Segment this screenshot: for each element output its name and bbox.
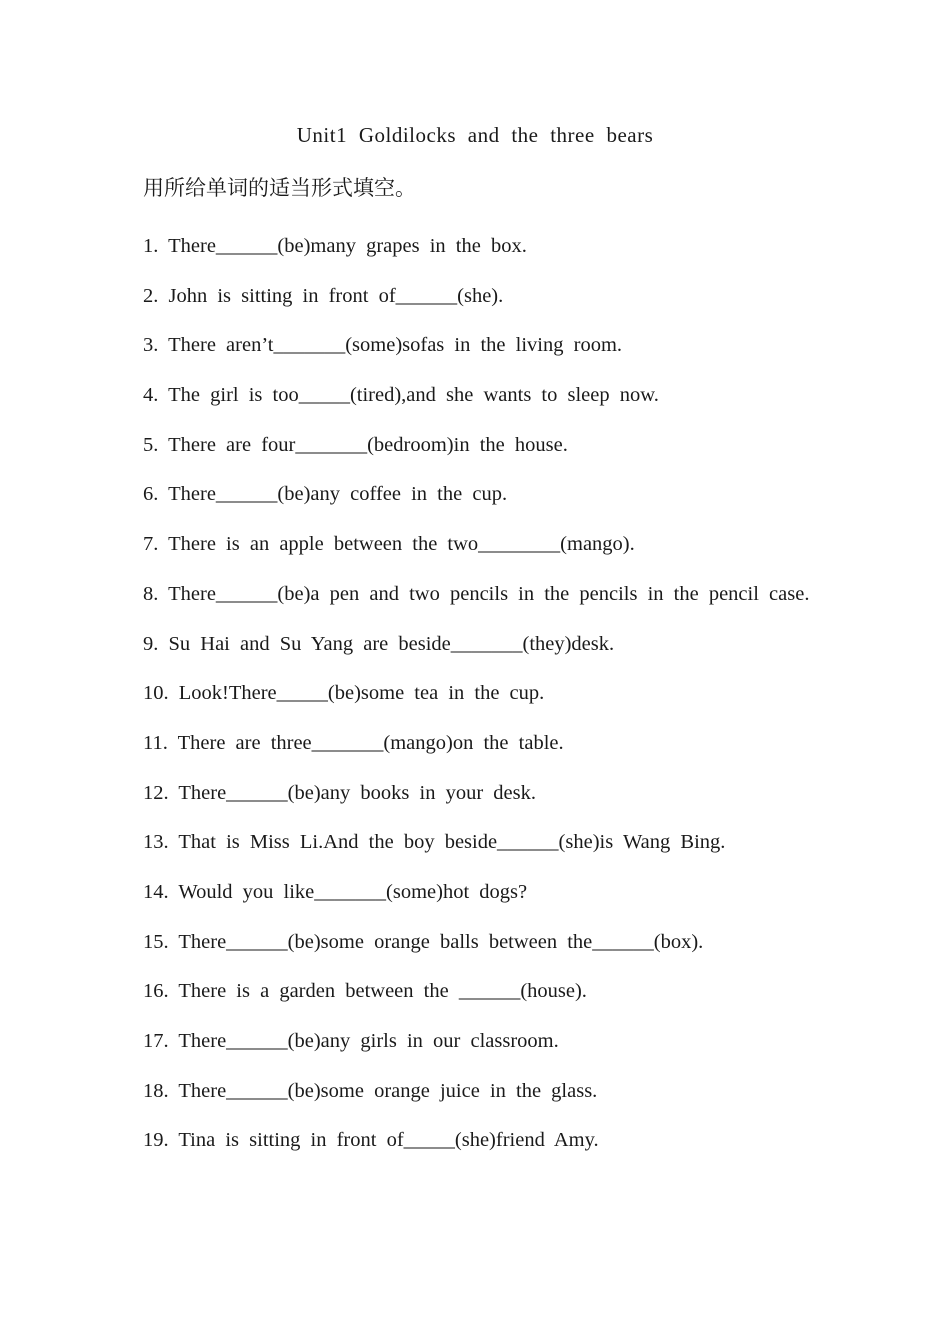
question-1: 1. There______(be)many grapes in the box. [143,235,527,257]
question-7: 7. There is an apple between the two________(mango). [143,533,635,556]
question-list [143,222,813,1166]
question-5: 5. There are four_______(bedroom)in the house. [143,433,568,456]
question-8: 8. There______(be)a pen and two pencils in the pencils in the pencil case. [143,582,810,605]
question-2: 2. John is sitting in front of______(she). [143,284,504,307]
question-6: 6. There______(be)any coffee in the cup. [143,483,508,506]
instruction-text: 用所给单词的适当形式填空。 [143,176,416,200]
question-14: 14. Would you like_______(some)hot dogs? [143,880,528,903]
question-9: 9. Su Hai and Su Yang are beside_______(they)desk. [143,632,615,655]
question-17: 17. There______(be)any girls in our classroom. [143,1030,559,1053]
question-13: 13. That is Miss Li.And the boy beside______(she)is Wang Bing. [143,831,726,854]
question-18: 18. There______(be)some orange juice in the glass. [143,1079,598,1102]
question-4: 4. The girl is too_____(tired),and she wants to sleep now. [143,384,659,407]
question-19: 19. Tina is sitting in front of_____(she)friend Amy. [143,1129,599,1152]
question-3: 3. There aren’t_______(some)sofas in the living room. [143,334,623,357]
question-10: 10. Look!There_____(be)some tea in the cup. [143,682,545,705]
worksheet-title: Unit1 Goldilocks and the three bears [296,123,654,147]
question-11: 11. There are three_______(mango)on the table. [143,731,564,754]
question-15: 15. There______(be)some orange balls between the______(box). [143,930,704,953]
question-12: 12. There______(be)any books in your desk. [143,781,536,804]
question-16: 16. There is a garden between the ______(house). [143,980,587,1003]
